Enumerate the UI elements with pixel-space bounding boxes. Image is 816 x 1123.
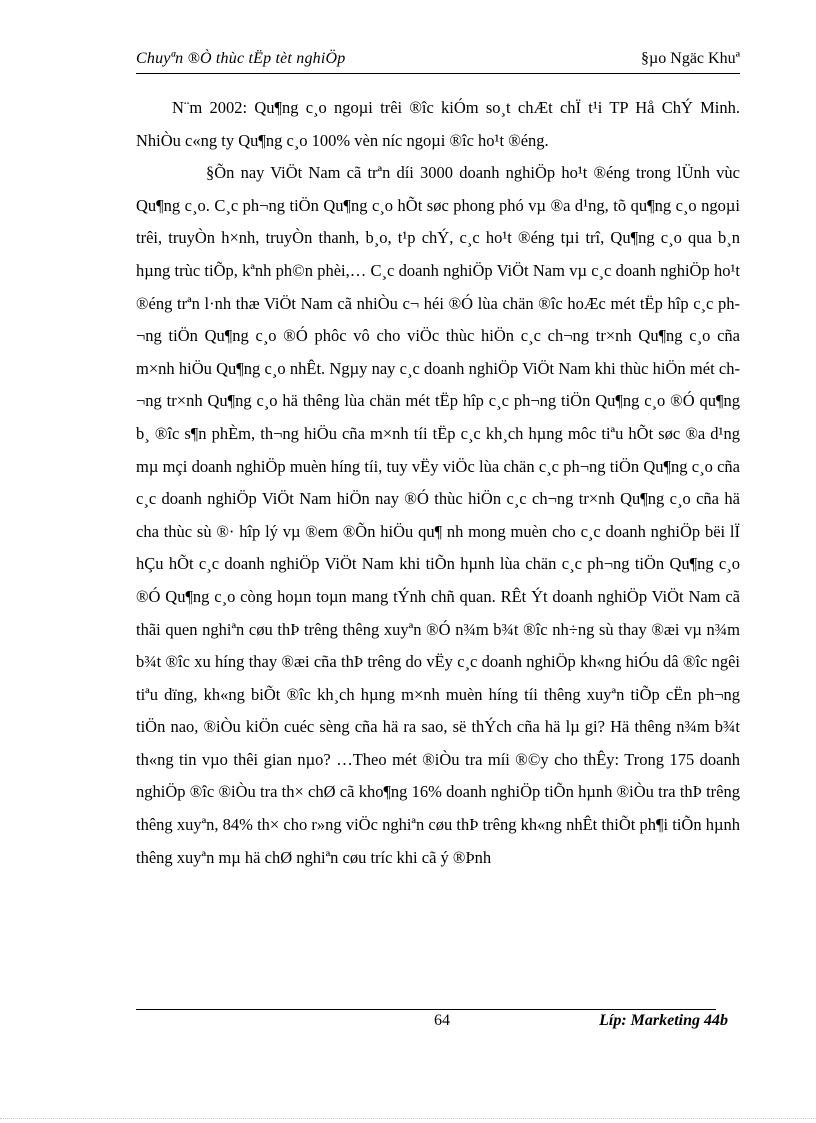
author-name: §µo Ngäc Khuª (641, 50, 740, 67)
footer-divider (136, 1009, 716, 1010)
page-number: 64 (434, 1012, 450, 1029)
report-title: Chuyªn ®Ò thùc tËp tèt nghiÖp (136, 50, 346, 67)
header-divider (136, 73, 740, 74)
body-text (136, 92, 740, 874)
paragraph-1: N¨m 2002: Qu¶ng c¸o ngoµi trêi ®îc kiÓm so¸t chÆt chÏ t¹i TP Hå ChÝ Minh. NhiÒu c«ng ty Qu¶ng c¸o 100% vèn níc ngoµi ®îc ho¹t ®éng. (136, 98, 740, 150)
page-header (136, 50, 740, 74)
page-edge (0, 1118, 816, 1119)
class-label: Líp: Marketing 44b (599, 1012, 728, 1029)
paragraph-2: §Õn nay ViÖt Nam cã trªn díi 3000 doanh nghiÖp ho¹t ®éng trong lÜnh vùc Qu¶ng c¸o. C¸c ph¬ng tiÖn Qu¶ng c¸o hÕt søc phong phó vµ ®a d¹ng, tõ qu¶ng c¸o ngoµi trêi, truyÒn h×nh, truyÒn thanh, b¸o, t¹p chÝ, c¸c ho¹t ®éng tµi trî, Qu¶ng c¸o qua b¸n hµng trùc tiÕp, kªnh ph©n phèi,… C¸c doanh nghiÖp ViÖt Nam vµ c¸c doanh nghiÖp ho¹t ®éng trªn l·nh thæ ViÖt Nam cã nhiÒu c¬ héi ®Ó lùa chän ®îc hoÆc mét tËp hîp c¸c ph¬ng tiÖn Qu¶ng c¸o ®Ó phôc vô cho viÖc thùc hiÖn c¸c ch¬ng tr×nh Qu¶ng c¸o cña m×nh hiÖu Qu¶ng c¸o nhÊt. Ngµy nay c¸c doanh nghiÖp ViÖt Nam khi thùc hiÖn mét ch¬ng tr×nh Qu¶ng c¸o hä thêng lùa chän mét tËp hîp c¸c ph¬ng tiÖn Qu¶ng c¸o ®Ó qu¶ng b¸ ®îc s¶n phÈm, th¬ng hiÖu cña m×nh tíi tËp c¸c kh¸ch hµng môc tiªu hÕt søc ®a d¹ng mµ mçi doanh nghiÖp muèn híng tíi, tuy vËy viÖc lùa chän c¸c ph¬ng tiÖn Qu¶ng c¸o cña c¸c doanh nghiÖp ViÖt Nam hiÖn nay ®Ó thùc hiÖn c¸c ch¬ng tr×nh Qu¶ng c¸o cña hä cha thùc sù ®· hîp lý vµ ®em ®Õn hiÖu qu¶ nh mong muèn cho c¸c doanh nghiÖp bëi lÏ hÇu hÕt c¸c doanh nghiÖp ViÖt Nam khi tiÕn hµnh lùa chän c¸c ph¬ng tiÖn Qu¶ng c¸o ®Ó Qu¶ng c¸o còng hoµn toµn mang tÝnh chñ quan. RÊt Ýt doanh nghiÖp ViÖt Nam cã thãi quen nghiªn cøu thÞ trêng thêng xuyªn ®Ó n¾m b¾t ®îc nh÷ng sù thay ®æi vµ n¾m b¾t ®îc xu híng thay ®æi cña thÞ trêng do vËy c¸c doanh nghiÖp kh«ng hiÓu dâ ®îc ngêi tiªu dïng, kh«ng biÕt ®îc kh¸ch hµng m×nh muèn híng tíi thêng xuyªn tiÕp cËn ph¬ng tiÖn nao, ®iÒu kiÖn cuéc sèng cña hä ra sao, së thÝch cña hä lµ gi? Hä thêng n¾m b¾t th«ng tin vµo thêi gian nµo? …Theo mét ®iÒu tra míi ®©y cho thÊy: Trong 175 doanh nghiÖp ®îc ®iÒu tra th× chØ cã kho¶ng 16% doanh nghiÖp tiÕn hµnh ®iÒu tra thÞ trêng thêng xuyªn, 84% th× cho r»ng viÖc nghiªn cøu thÞ trêng kh«ng nhÊt thiÕt ph¶i tiÕn hµnh thêng xuyªn mµ hä chØ nghiªn cøu tríc khi cã ý ®Þnh (136, 163, 740, 867)
